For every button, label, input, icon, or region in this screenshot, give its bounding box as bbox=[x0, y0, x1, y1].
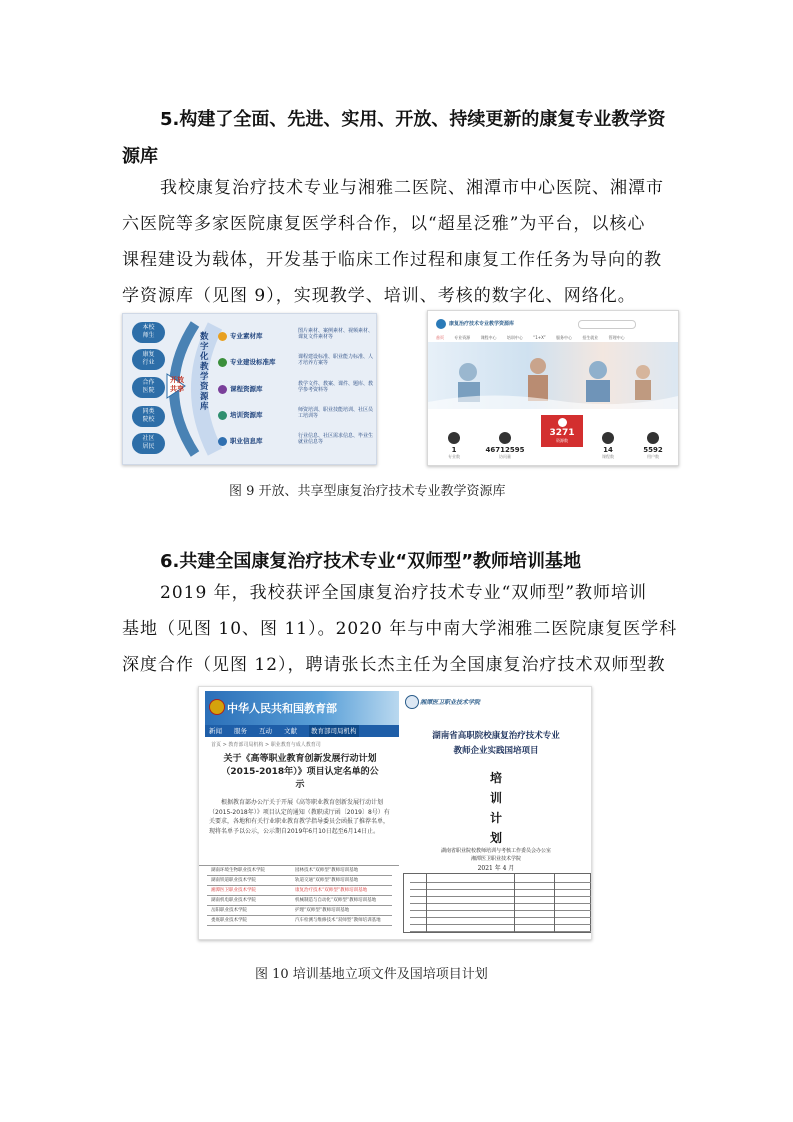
section6-heading: 6.共建全国康复治疗技术专业“双师型”教师培训基地 bbox=[160, 551, 582, 572]
section6-para-line1: 2019 年，我校获评全国康复治疗技术专业“双师型”教师培训 bbox=[160, 583, 648, 603]
resource-library-diagram bbox=[122, 313, 377, 465]
section5-para-line3: 课程建设为载体，开发基于临床工作过程和康复工作任务为导向的教 bbox=[122, 250, 662, 270]
plan-big-char-1: 培 bbox=[490, 771, 503, 785]
website-nav-1x[interactable]: “1+X” bbox=[533, 335, 546, 340]
courses-icon bbox=[602, 432, 614, 444]
resource-website-screenshot bbox=[427, 310, 679, 466]
center-label: 开放 共享 bbox=[170, 376, 184, 393]
side-item-teachers: 本校 师生 bbox=[132, 322, 165, 343]
courses-dot-icon bbox=[218, 385, 227, 394]
moe-site-title: 中华人民共和国教育部 bbox=[227, 702, 337, 715]
website-logo-icon bbox=[436, 319, 446, 329]
figure9-caption: 图 9 开放、共享型康复治疗技术专业教学资源库 bbox=[229, 484, 506, 499]
resource-row-career: 职业信息库 bbox=[218, 436, 263, 448]
majors-icon bbox=[448, 432, 460, 444]
resource-desc-materials: 图片素材、案例素材、视频素材、课复文件素材等 bbox=[298, 328, 374, 340]
schedule-row bbox=[410, 890, 592, 897]
moe-nav-news[interactable]: 新闻 bbox=[209, 727, 222, 735]
standards-dot-icon bbox=[218, 358, 227, 367]
moe-nav-depts[interactable]: 教育部司局机构 bbox=[311, 727, 357, 735]
website-logo-text: 康复治疗技术专业教学资源库 bbox=[449, 321, 515, 327]
section6-para-line2: 基地（见图 10、图 11）。2020 年与中南大学湘雅二医院康复医学科 bbox=[122, 619, 678, 639]
side-item-industry: 康复 行业 bbox=[132, 349, 165, 370]
website-nav-manage[interactable]: 管理中心 bbox=[608, 335, 625, 340]
plan-title-line1: 湖南省高职院校康复治疗技术专业 bbox=[432, 731, 560, 741]
career-dot-icon bbox=[218, 437, 227, 446]
website-nav-service[interactable]: 服务中心 bbox=[556, 335, 573, 340]
website-nav-courses[interactable]: 课程中心 bbox=[480, 335, 497, 340]
schedule-col-divider bbox=[554, 874, 555, 932]
plan-issuer-line2: 湘潭医卫职业技术学院 bbox=[470, 856, 521, 862]
moe-header-banner bbox=[205, 691, 399, 725]
moe-breadcrumb: 首页 > 教育部司局机构 > 职业教育与成人教育司 bbox=[211, 742, 321, 748]
schedule-col-divider bbox=[426, 874, 427, 932]
stat-visits: 46712595 访问量 bbox=[485, 432, 525, 460]
plan-title-line2: 教师企业实践国培项目 bbox=[453, 746, 539, 756]
school-logo-icon bbox=[405, 695, 419, 709]
website-nav-resources[interactable]: 专业资源 bbox=[454, 335, 471, 340]
schedule-row bbox=[410, 897, 592, 904]
website-nav-enroll[interactable]: 招生就业 bbox=[582, 335, 599, 340]
training-base-documents bbox=[198, 686, 592, 940]
schedule-row bbox=[410, 911, 592, 918]
section5-heading-line2: 源库 bbox=[122, 146, 158, 167]
schedule-row bbox=[410, 876, 592, 883]
schedule-row bbox=[410, 904, 592, 911]
website-search-box bbox=[578, 320, 636, 329]
website-nav-training[interactable]: 培训中心 bbox=[506, 335, 523, 340]
arc-label: 数字化教学资源库 bbox=[200, 332, 209, 412]
website-banner-image bbox=[428, 342, 678, 409]
schedule-row bbox=[410, 918, 592, 925]
schedule-row bbox=[410, 925, 592, 932]
section5-para-line4: 学资源库（见图 9），实现教学、培训、考核的数字化、网络化。 bbox=[122, 286, 636, 306]
schedule-row bbox=[410, 883, 592, 890]
table-row: 湖南机电职业技术学院 机械制造与自动化“双师型”教师培训基地 bbox=[207, 896, 392, 906]
training-plan-cover bbox=[403, 689, 589, 937]
plan-date: 2021 年 4 月 bbox=[477, 865, 515, 872]
resource-row-courses: 课程资源库 bbox=[218, 384, 263, 396]
table-row-highlight: 湘潭医卫职业技术学院 康复治疗技术“双师型”教师培训基地 bbox=[207, 886, 392, 896]
banner-figures bbox=[428, 342, 678, 409]
table-row: 岳阳职业技术学院 护理“双师型”教师培训基地 bbox=[207, 906, 392, 916]
materials-dot-icon bbox=[218, 332, 227, 341]
users-icon bbox=[647, 432, 659, 444]
moe-nav-service[interactable]: 服务 bbox=[234, 727, 247, 735]
moe-notice-title: 关于《高等职业教育创新发展行动计划（2015-2018年）》项目认定名单的公示 bbox=[221, 754, 379, 790]
resource-row-training: 培训资源库 bbox=[218, 410, 263, 422]
section5-para-line1: 我校康复治疗技术专业与湘雅二医院、湘潭市中心医院、湘潭市 bbox=[160, 178, 664, 198]
plan-big-char-2: 训 bbox=[490, 791, 503, 805]
stat-courses: 14 课程数 bbox=[588, 432, 628, 460]
stat-resources: 3271 资源数 bbox=[541, 415, 583, 447]
moe-emblem-icon bbox=[209, 699, 225, 715]
section5-heading-line1: 5.构建了全面、先进、实用、开放、持续更新的康复专业教学资 bbox=[160, 109, 666, 130]
moe-table bbox=[199, 865, 399, 926]
training-dot-icon bbox=[218, 411, 227, 420]
visits-icon bbox=[499, 432, 511, 444]
resource-desc-standards: 课程建设标准、职业能力标准、人才培养方案等 bbox=[298, 354, 374, 366]
plan-school-name: 湘潭医卫职业技术学院 bbox=[420, 699, 481, 706]
stat-majors: 1 专业数 bbox=[434, 432, 474, 460]
resource-desc-courses: 教学文件、教案、课件、题库、教学参考资料等 bbox=[298, 381, 374, 393]
figure10-caption: 图 10 培训基地立项文件及国培项目计划 bbox=[255, 967, 488, 982]
resource-row-materials: 专业素材库 bbox=[218, 331, 263, 343]
moe-nav-docs[interactable]: 文献 bbox=[284, 727, 297, 735]
resource-desc-training: 师资培训、职业技能培训、社区员工培训等 bbox=[298, 407, 374, 419]
website-nav bbox=[436, 335, 637, 341]
side-item-residents: 社区 居民 bbox=[132, 433, 165, 454]
table-row: 湖南环境生物职业技术学院 园林技术“双师型”教师培训基地 bbox=[207, 866, 392, 876]
resources-icon bbox=[558, 418, 567, 427]
moe-nav-interact[interactable]: 互动 bbox=[259, 727, 272, 735]
section6-para-line3: 深度合作（见图 12），聘请张长杰主任为全国康复治疗技术双师型教 bbox=[122, 655, 666, 675]
section5-para-line2: 六医院等多家医院康复医学科合作，以“超星泛雅”为平台，以核心 bbox=[122, 214, 646, 234]
plan-issuer-line1: 湖南省职业院校教师培训与考核工作委员会办公室 bbox=[440, 848, 551, 854]
stat-users: 5592 用户数 bbox=[633, 432, 673, 460]
side-item-colleges: 同类 院校 bbox=[132, 406, 165, 427]
resource-row-standards: 专业建设标准库 bbox=[218, 357, 276, 369]
side-item-hospitals: 合作 医院 bbox=[132, 377, 165, 398]
plan-big-char-3: 计 bbox=[490, 811, 503, 825]
resource-desc-career: 行业信息、社区需求信息、毕业生就业信息等 bbox=[298, 433, 374, 445]
moe-nav-bar bbox=[205, 725, 399, 737]
schedule-col-divider bbox=[514, 874, 515, 932]
plan-big-char-4: 划 bbox=[490, 831, 503, 845]
table-row: 湖南铁道职业技术学院 轨道交通“双师型”教师培训基地 bbox=[207, 876, 392, 886]
website-nav-home[interactable]: 首页 bbox=[436, 335, 444, 340]
schedule-table bbox=[403, 873, 591, 933]
moe-notice-body: 根据教育部办公厅关于开展《高等职业教育创新发展行动计划（2015-2018年）》项目认定的通知（教职成厅函〔2019〕8号）有关要求，各地和有关行业职业教育教学指导委员会函报了推荐名单，现将名单予以公示，公示期自2019年6月10日起至6月14日止。 bbox=[209, 799, 390, 835]
table-row: 娄底职业技术学院 汽车检测与维修技术“双师型”教师培训基地 bbox=[207, 916, 392, 926]
